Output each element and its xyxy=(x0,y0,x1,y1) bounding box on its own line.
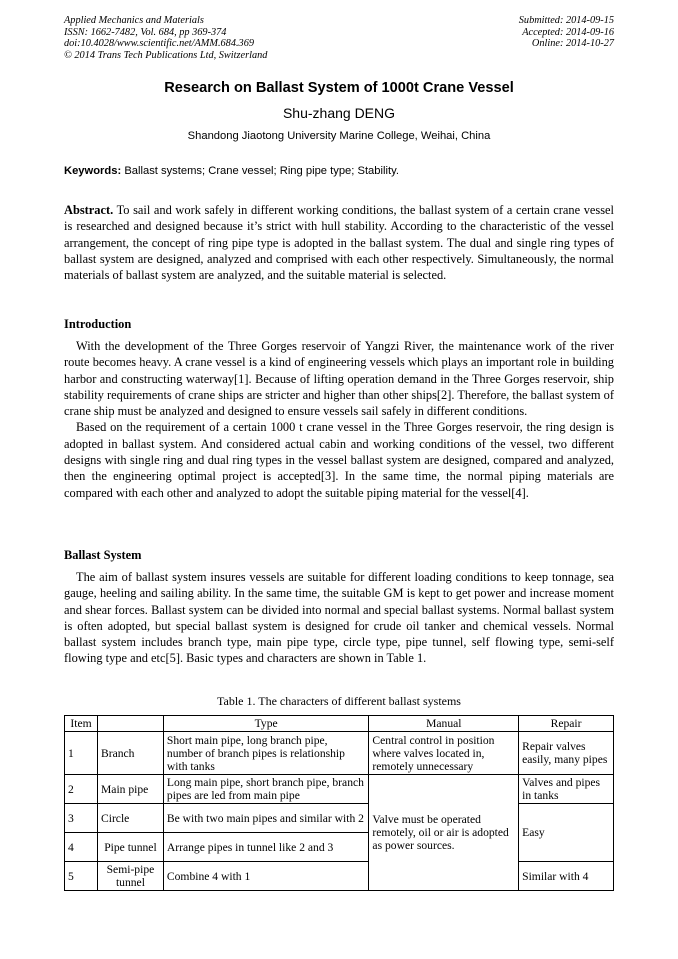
keywords-text: Ballast systems; Crane vessel; Ring pipe type; Stability. xyxy=(124,165,399,177)
affiliation: Shandong Jiaotong University Marine College, Weihai, China xyxy=(187,130,491,142)
table-cell-repair: Valves and pipes in tanks xyxy=(519,775,614,804)
table-header-type: Type xyxy=(163,716,369,732)
introduction-heading: Introduction xyxy=(64,317,132,331)
table-row xyxy=(65,732,614,775)
table-row xyxy=(65,775,614,804)
table-cell-name: Semi-pipe tunnel xyxy=(97,862,163,891)
ballast-system-heading: Ballast System xyxy=(64,548,142,562)
abstract-label: Abstract. xyxy=(64,203,114,217)
abstract xyxy=(64,202,614,283)
table-cell-name: Main pipe xyxy=(97,775,163,804)
table-cell-repair: Similar with 4 xyxy=(519,862,614,891)
introduction-body xyxy=(64,338,614,501)
keywords xyxy=(64,165,614,177)
ballast-system-body xyxy=(64,569,614,667)
table-header-repair: Repair xyxy=(519,716,614,732)
table-cell-type: Long main pipe, short branch pipe, branch pipes are led from main pipe xyxy=(163,775,369,804)
table-row xyxy=(65,804,614,833)
table-header-item: Item xyxy=(65,716,98,732)
header-right xyxy=(519,15,614,50)
journal-name: Applied Mechanics and Materials xyxy=(64,15,204,26)
ballast-system-paragraph: The aim of ballast system insures vessels are suitable for different loading conditions to keep tonnage, sea gauge, heeling and sailing ability. In the same time, the suitable GM is kept to get power and increase moment and shear forces. Ballast system can be divided into normal and special ballast systems. Normal ballast system is often adopted, but special ballast system is designed for crude oil tanker and chemical vessels. Normal ballast system includes branch type, main pipe type, circle type, pipe tunnel, self flowing type, semi-self flowing type and etc[5]. Basic types and characters are shown in Table 1. xyxy=(64,570,614,666)
header-left xyxy=(64,15,267,61)
table-cell-type: Be with two main pipes and similar with 2 xyxy=(163,804,369,833)
table-cell-no: 4 xyxy=(65,833,98,862)
introduction-paragraph-2: Based on the requirement of a certain 1000 t crane vessel in the Three Gorges reservoir, the ring design is adopted in ballast system. And considered actual cabin and working conditions of the vessel, two different designs with single ring and dual ring types in the vessel ballast system are designed, compared and analyzed, then the engineering optimal project is accepted[3]. In the same time, the normal piping materials are compared with each other and analyzed to adopt the suitable piping material for the vessel[4]. xyxy=(64,420,614,500)
copyright: © 2014 Trans Tech Publications Ltd, Switzerland xyxy=(64,49,268,61)
table-header-manual: Manual xyxy=(369,716,519,732)
paper-title: Research on Ballast System of 1000t Crane Vessel xyxy=(164,80,514,96)
author: Shu-zhang DENG xyxy=(282,105,396,121)
table-cell-manual-merged: Valve must be operated remotely, oil or air is adopted as power sources. xyxy=(369,775,519,891)
table-cell-no: 1 xyxy=(65,732,98,775)
abstract-text: To sail and work safely in different working conditions, the ballast system of a certain crane vessel is researched and designed because it’s strict with hull stability. According to the characteristic of the vessel arrangement, the concept of ring pipe type is adopted in the ballast system. The dual and single ring types of ballast system are designed, analyzed and comprised with each other respectively. Simultaneously, the normal materials of ballast system are analyzed, and the suitable material is selected. xyxy=(64,203,614,283)
table-cell-name: Pipe tunnel xyxy=(97,833,163,862)
submitted-date: Submitted: 2014-09-15 xyxy=(518,15,614,26)
table-header-blank xyxy=(97,716,163,732)
table-row xyxy=(65,862,614,891)
table-cell-manual: Central control in position where valves located in, remotely unnecessary xyxy=(369,732,519,775)
table-cell-no: 5 xyxy=(65,862,98,891)
keywords-label: Keywords: xyxy=(64,165,122,177)
table-cell-type: Short main pipe, long branch pipe, number of branch pipes is relationship with tanks xyxy=(163,732,369,775)
table-cell-name: Branch xyxy=(97,732,163,775)
table-header-row xyxy=(65,716,614,732)
table-cell-repair: Repair valves easily, many pipes xyxy=(519,732,614,775)
online-date: Online: 2014-10-27 xyxy=(531,38,614,50)
table-cell-no: 2 xyxy=(65,775,98,804)
table-cell-name: Circle xyxy=(97,804,163,833)
table-cell-type: Arrange pipes in tunnel like 2 and 3 xyxy=(163,833,369,862)
ballast-types-table xyxy=(64,715,614,891)
accepted-date: Accepted: 2014-09-16 xyxy=(522,26,614,38)
table-cell-type: Combine 4 with 1 xyxy=(163,862,369,891)
introduction-paragraph-1: With the development of the Three Gorges reservoir of Yangzi River, the maintenance work of the river route becomes heavy. A crane vessel is a kind of engineering vessels which plays an important role in building harbor and constructing waterway[1]. Because of lifting operation demand in the Three Gorges reservoir, ship stability requirements of crane ships are stricter and higher than other ships[2]. Therefore, the ballast system of crane ship must be analyzed and designed to ensure vessels sail safely in different conditions. xyxy=(64,339,614,419)
table-cell-no: 3 xyxy=(65,804,98,833)
issn: ISSN: 1662-7482, Vol. 684, pp 369-374 xyxy=(64,26,227,38)
table-caption: Table 1. The characters of different ballast systems xyxy=(217,694,461,708)
table-cell-repair-merged: Easy xyxy=(519,804,614,862)
doi: doi:10.4028/www.scientific.net/AMM.684.369 xyxy=(64,38,254,50)
